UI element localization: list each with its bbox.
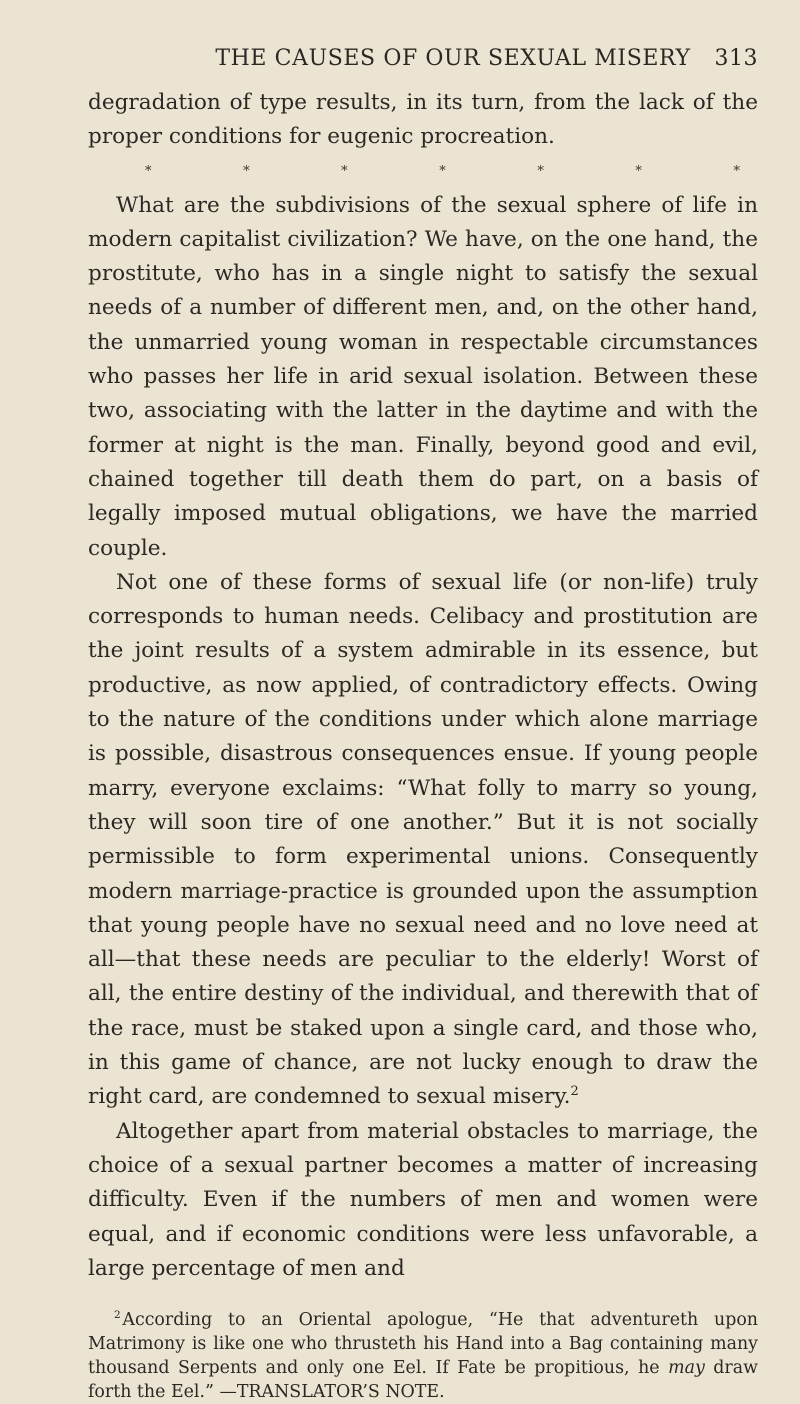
footnote [88, 1308, 758, 1404]
paragraph-choice-of-partner: Altogether apart from material obstacles to marriage, the choice of a sexual partner becomes a matter of increasing difficulty. Even if the numbers of men and women were equal, and if economic conditions were less unfavorable, a large percentage of men and [88, 1118, 758, 1281]
footnote-marker: 2 [114, 1309, 121, 1322]
footnote-emphasis: may [668, 1358, 705, 1379]
running-title: THE CAUSES OF OUR SEXUAL MISERY [215, 46, 691, 71]
footnote-text-start: According to an Oriental apologue, “He that adventureth upon Matrimony is like one who thrusteth his Hand into a Bag containing many thousand Serpents and only one Eel. If Fate be propitious, he [88, 1310, 758, 1379]
section-separator [88, 155, 758, 189]
footnote-reference: 2 [570, 1084, 579, 1100]
running-head [88, 46, 758, 86]
separator-asterisk: * [537, 163, 544, 179]
separator-asterisk: * [635, 163, 642, 179]
paragraph-continuation: degradation of type results, in its turn, from the lack of the proper conditions for eugenic procreation. [88, 90, 758, 150]
separator-asterisk: * [733, 163, 740, 179]
paragraph-subdivisions: What are the subdivisions of the sexual sphere of life in modern capitalist civilization? We have, on the one hand, the prostitute, who has in a single night to satisfy the sexual needs of a number of different men, and, on the other hand, the unmarried young woman in respectable circumstances who passes her life in arid sexual isolation. Between these two, associating with the latter in the daytime and with the former at night is the man. Finally, beyond good and evil, chained together till death them do part, on a basis of legally imposed mutual obligations, we have the married couple. [88, 192, 758, 561]
footnote-text-end: draw forth the Eel.” —TRANSLATOR’S NOTE. [88, 1358, 758, 1403]
separator-asterisk: * [145, 163, 152, 179]
paragraph-forms-of-sexual-life [88, 566, 758, 1115]
body-text [88, 86, 758, 1286]
separator-asterisk: * [341, 163, 348, 179]
separator-asterisk: * [243, 163, 250, 179]
paragraph-text: Not one of these forms of sexual life (or non-life) truly corresponds to human needs. Celibacy and prostitution are the joint results of a system admirable in its essence, but productive, as now applied, of contradictory effects. Owing to the nature of the conditions under which alone marriage is possible, disastrous consequences ensue. If young people marry, everyone exclaims: “What folly to marry so young, they will soon tire of one another.” But it is not socially permissible to form experimental unions. Consequently modern marriage-practice is grounded upon the assumption that young people have no sexual need and no love need at all—that these needs are peculiar to the elderly! Worst of all, the entire destiny of the individual, and therewith that of the race, must be staked upon a single card, and those who, in this game of chance, are not lucky enough to draw the right card, are condemned to sexual misery. [88, 569, 758, 1110]
separator-asterisk: * [439, 163, 446, 179]
book-page [0, 46, 800, 1403]
page-number: 313 [714, 46, 758, 71]
